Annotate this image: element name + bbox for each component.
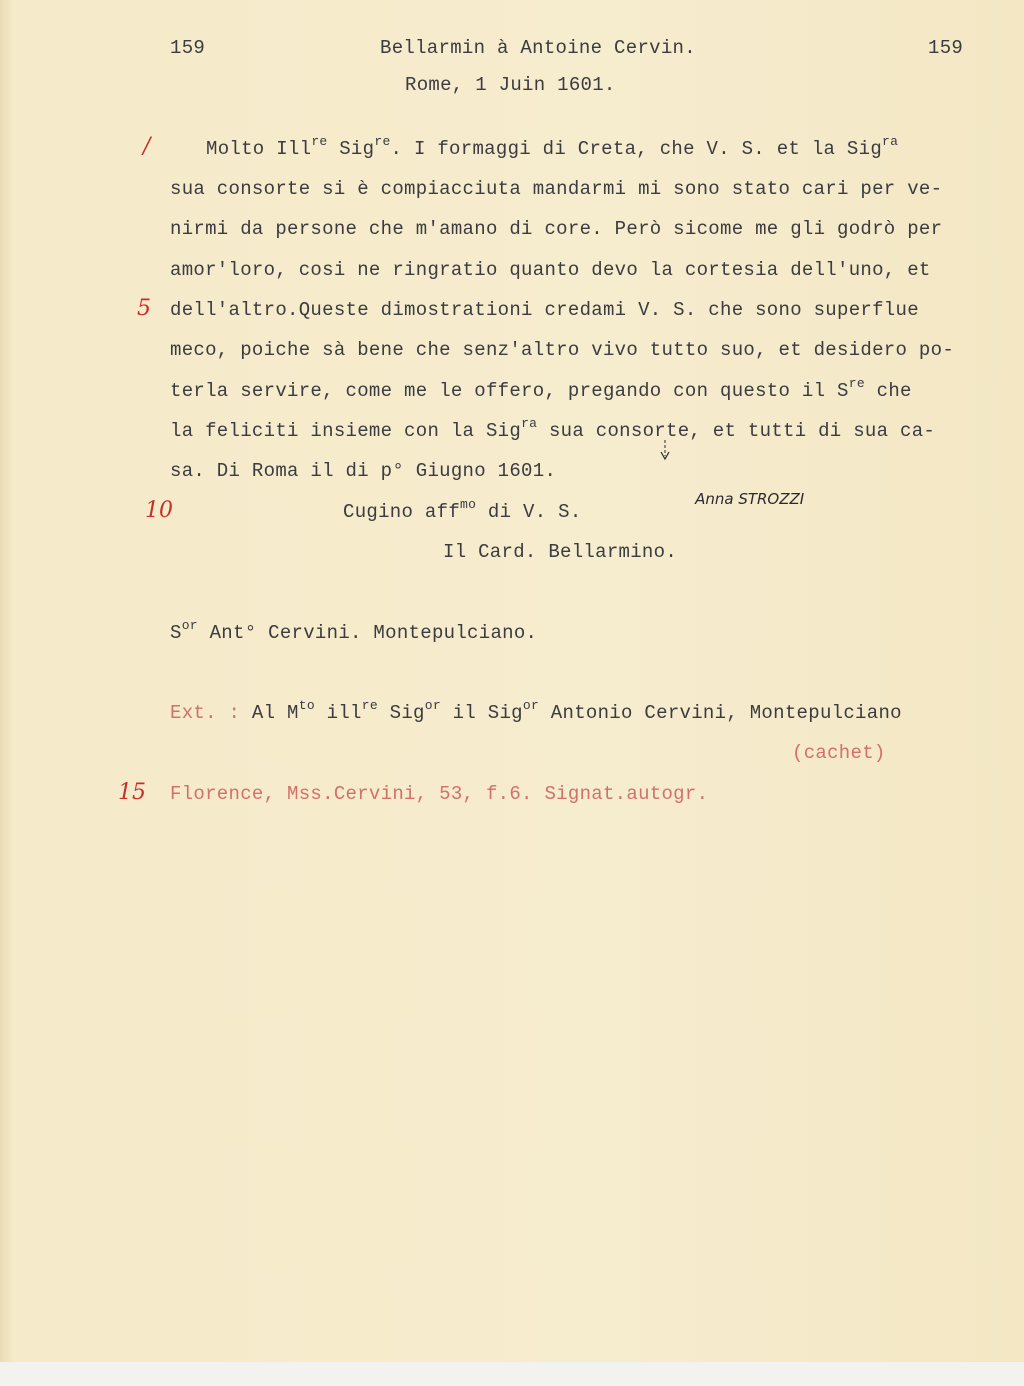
- letter-line-9: sa. Di Roma il di p° Giugno 1601.: [170, 460, 557, 482]
- source-citation: Florence, Mss.Cervini, 53, f.6. Signat.autogr.: [170, 783, 709, 805]
- closing-line: Cugino aff$^{mo}$ di V. S.: [343, 497, 582, 523]
- insertion-arrow-icon: [660, 440, 670, 462]
- exterior-address-line: Ext. : Al $M^{to}$ ill$^{re}$ Sig$^{or}$ il Sig$^{or}$ Antonio Cervini, Montepulciano: [170, 698, 902, 724]
- margin-number-15: 15: [118, 780, 146, 805]
- cachet-note: (cachet): [792, 742, 886, 764]
- letter-date: Rome, 1 Juin 1601.: [405, 74, 616, 96]
- margin-number-5: 5: [137, 296, 151, 321]
- letter-line-1: Molto Ill$^{re}$ Sig$^{re}$. I formaggi di Creta, che V. S. et la Sig$^{ra}$: [206, 134, 899, 160]
- page-number-right: 159: [928, 37, 964, 59]
- address-line: $S^{or}$ Ant° Cervini. Montepulciano.: [170, 618, 538, 644]
- letter-line-7: terla servire, come me le offero, pregando con questo il $S^{re}$ che: [170, 376, 912, 402]
- margin-number-10: 10: [145, 498, 173, 523]
- scan-bottom-margin: [0, 1362, 1024, 1386]
- letter-line-6: meco, poiche sà bene che senz'altro vivo tutto suo, et desidero po-: [170, 339, 955, 361]
- letter-line-5: dell'altro.Queste dimostrationi credami V. S. che sono superflue: [170, 299, 919, 321]
- letter-line-2: sua consorte si è compiacciuta mandarmi mi sono stato cari per ve-: [170, 178, 943, 200]
- letter-line-3: nirmi da persone che m'amano di core. Però sicome me gli godrò per: [170, 218, 943, 240]
- handwritten-annotation: [662, 454, 804, 526]
- handwritten-note: Anna STROZZI: [695, 490, 805, 508]
- exterior-label: Ext. :: [170, 702, 241, 724]
- signature-line: Il Card. Bellarmino.: [443, 541, 678, 563]
- page-number-left: 159: [170, 37, 206, 59]
- letter-line-4: amor'loro, cosi ne ringratio quanto devo la cortesia dell'uno, et: [170, 259, 931, 281]
- letter-line-8: la feliciti insieme con la Sig$^{ra}$ sua consorte, et tutti di sua ca-: [170, 416, 936, 442]
- letter-title: Bellarmin à Antoine Cervin.: [380, 37, 696, 59]
- margin-number-1: /: [143, 134, 151, 159]
